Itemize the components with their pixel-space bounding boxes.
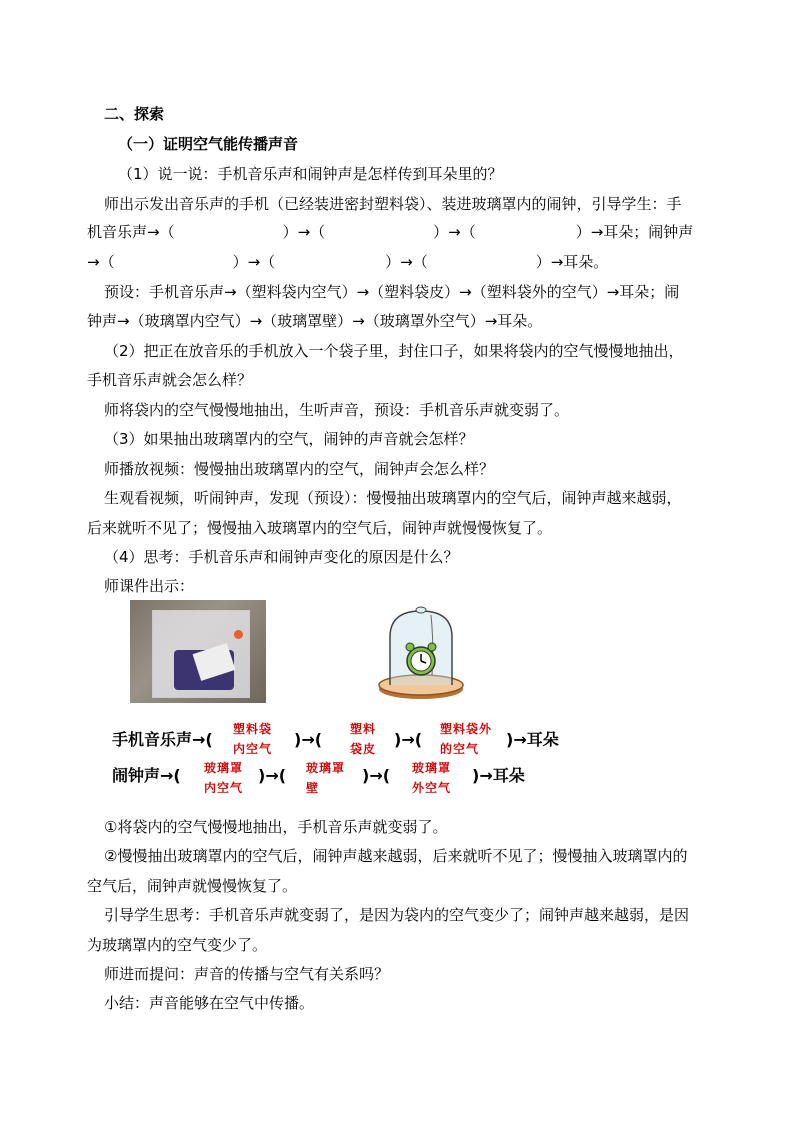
flow-phone-answer-2b: 袋皮 (350, 742, 377, 756)
sealed-bag-phone-photo (130, 600, 266, 703)
flow-phone-mid-1: )→( (294, 730, 323, 749)
flow-phone-answer-1b: 内空气 (233, 742, 273, 756)
subsection-title: （一）证明空气能传播声音 (118, 135, 299, 153)
flow-clock-mid-1: )→( (258, 766, 287, 785)
flow-clock-answer-2b: 壁 (306, 781, 320, 795)
question-3: （3）如果抽出玻璃罩内的空气，闹钟的声音就会怎样？ (104, 430, 474, 448)
teacher-question: 师进而提问：声音的传播与空气有关系吗？ (104, 965, 390, 983)
question-1: （1）说一说：手机音乐声和闹钟声是怎样传到耳朵里的？ (118, 165, 503, 183)
fill-segment: ）→（ (282, 223, 326, 241)
clock-bell (406, 643, 414, 651)
para-3: 师播放视频：慢慢抽出玻璃罩内的空气，闹钟声会怎么样？ (104, 460, 495, 478)
flow-clock-answer-3a: 玻璃罩 (412, 761, 452, 775)
flow-clock-answer-1b: 内空气 (204, 781, 244, 795)
conclusion-2-line-1: ②慢慢抽出玻璃罩内的空气后，闹钟声越来越弱，后来就听不见了；慢慢抽入玻璃罩内的 (104, 847, 688, 865)
question-2-line-1: （2）把正在放音乐的手机放入一个袋子里，封住口子，如果将袋内的空气慢慢地抽出， (104, 342, 684, 360)
guide-line-2: 为玻璃罩内的空气变少了。 (87, 936, 268, 954)
fill-segment: ）→（ (232, 253, 276, 271)
para-1-line-3 (87, 252, 608, 272)
flow-phone-answer-2a: 塑料 (350, 722, 377, 736)
jar-knob (416, 607, 426, 613)
question-4: （4）思考：手机音乐声和闹钟声变化的原因是什么？ (104, 548, 459, 566)
orange-sticker (234, 630, 243, 639)
flow-clock-answer-3b: 外空气 (412, 781, 452, 795)
flow-clock-start: 闹钟声→( (112, 766, 181, 785)
para-4-line-2: 后来就听不见了；慢慢抽入玻璃罩内的空气后，闹钟声就慢慢恢复了。 (87, 519, 553, 537)
fill-segment: ）→耳朵；闹钟声 (575, 223, 694, 241)
para-5: 师课件出示： (104, 577, 195, 595)
clock-bell (428, 643, 436, 651)
bell-jar-alarm-clock-illustration (376, 605, 466, 700)
preset-1-line-2: 钟声→（玻璃罩内空气）→（玻璃罩壁）→（玻璃罩外空气）→耳朵。 (87, 312, 543, 330)
question-2-line-2: 手机音乐声就会怎么样？ (87, 371, 253, 389)
fill-segment: ）→（ (433, 223, 476, 241)
fill-segment: ）→（ (385, 253, 428, 271)
flow-phone-end: )→耳朵 (506, 730, 559, 749)
fill-segment: 机音乐声→（ (87, 223, 175, 241)
summary: 小结：声音能够在空气中传播。 (104, 994, 315, 1012)
para-2: 师将袋内的空气慢慢地抽出，生听声音，预设：手机音乐声就变弱了。 (104, 401, 570, 419)
para-1-line-2 (87, 222, 693, 242)
fill-segment: ）→耳朵。 (535, 253, 609, 271)
fill-segment: →（ (87, 253, 115, 271)
flow-phone-start: 手机音乐声→( (112, 730, 213, 749)
flow-phone-answer-1a: 塑料袋 (233, 722, 273, 736)
para-1-line-1: 师出示发出音乐声的手机（已经装进密封塑料袋）、装进玻璃罩内的闹钟，引导学生：手 (104, 195, 682, 213)
flow-phone-answer-3b: 的空气 (440, 742, 480, 756)
conclusion-1: ①将袋内的空气慢慢地抽出，手机音乐声就变弱了。 (104, 818, 448, 836)
conclusion-2-line-2: 空气后，闹钟声就慢慢恢复了。 (87, 877, 298, 895)
flow-clock-end: )→耳朵 (472, 766, 525, 785)
flow-phone-mid-2: )→( (394, 730, 423, 749)
flow-clock-mid-2: )→( (362, 766, 391, 785)
flow-phone-answer-3a: 塑料袋外 (440, 722, 493, 736)
preset-1-line-1: 预设：手机音乐声→（塑料袋内空气）→（塑料袋皮）→（塑料袋外的空气）→耳朵；闹 (104, 283, 680, 301)
flow-clock-answer-2a: 玻璃罩 (306, 761, 346, 775)
section-title: 二、探索 (104, 105, 165, 123)
flow-clock-answer-1a: 玻璃罩 (204, 761, 244, 775)
para-4-line-1: 生观看视频，听闹钟声，发现（预设）：慢慢抽出玻璃罩内的空气后，闹钟声越来越弱， (104, 489, 682, 507)
guide-line-1: 引导学生思考：手机音乐声就变弱了，是因为袋内的空气变少了；闹钟声越来越弱，是因 (104, 906, 690, 924)
